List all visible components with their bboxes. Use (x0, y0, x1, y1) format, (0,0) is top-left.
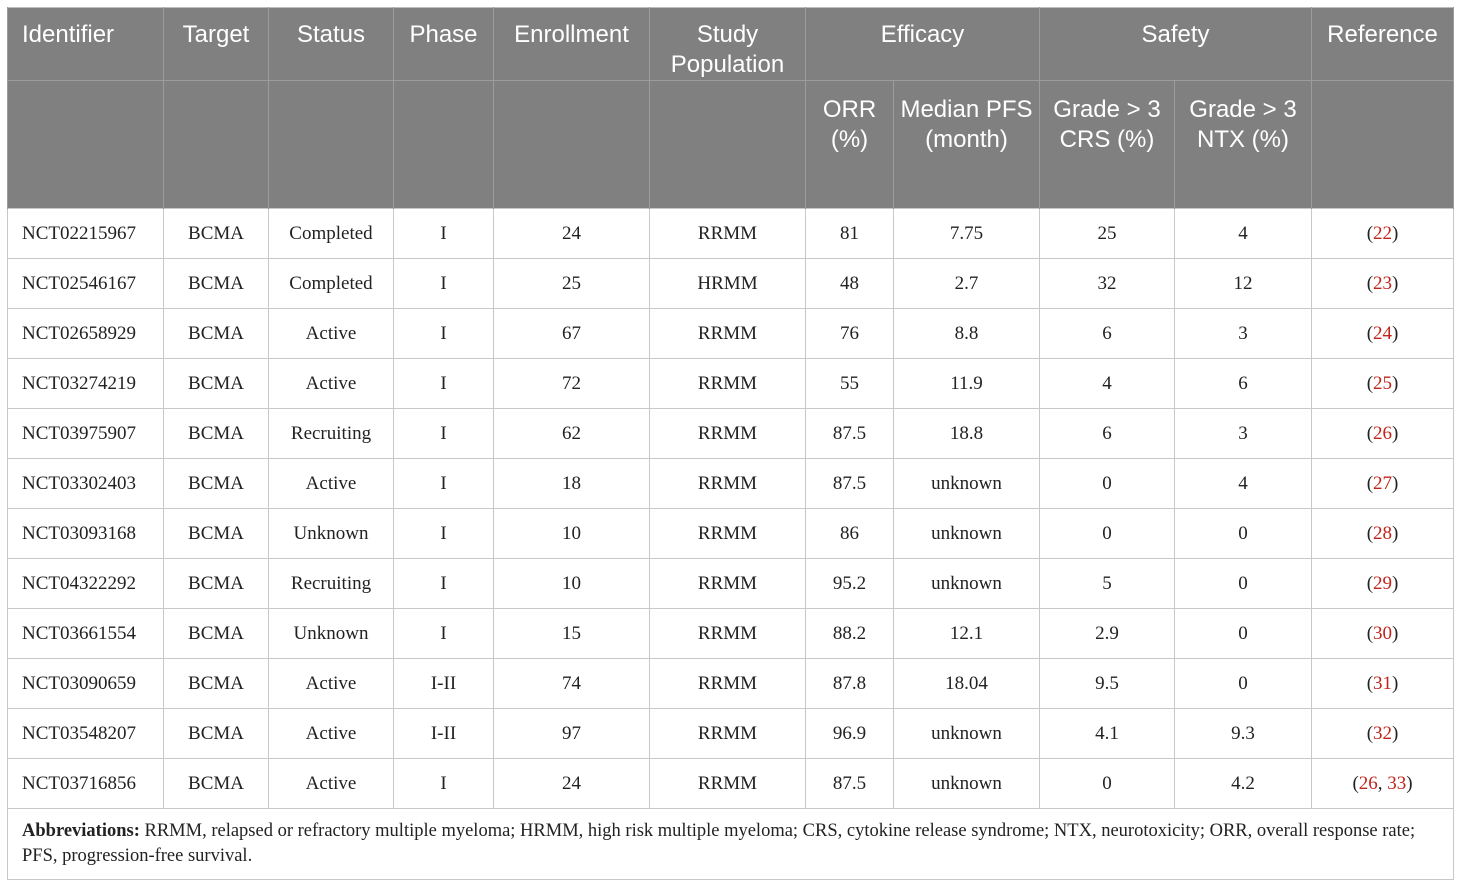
table-body (8, 209, 1454, 809)
cell-median-pfs: 8.8 (894, 309, 1040, 359)
cell-median-pfs: 11.9 (894, 359, 1040, 409)
cell-grade-ntx: 4 (1175, 459, 1312, 509)
cell-phase: I (394, 609, 494, 659)
sub-header-empty (494, 81, 650, 209)
cell-target: BCMA (164, 309, 269, 359)
table-row (8, 559, 1454, 609)
cell-enrollment: 62 (494, 409, 650, 459)
cell-phase: I (394, 209, 494, 259)
cell-identifier: NCT04322292 (8, 559, 164, 609)
cell-target: BCMA (164, 759, 269, 809)
cell-grade-crs: 2.9 (1040, 609, 1175, 659)
cell-study-population: RRMM (650, 459, 806, 509)
cell-status: Active (269, 359, 394, 409)
cell-median-pfs: unknown (894, 759, 1040, 809)
col-header-target: Target (164, 8, 269, 81)
cell-study-population: RRMM (650, 709, 806, 759)
sub-header-median-pfs: Median PFS (month) (894, 81, 1040, 209)
cell-grade-crs: 32 (1040, 259, 1175, 309)
cell-grade-crs: 6 (1040, 409, 1175, 459)
sub-header-empty (394, 81, 494, 209)
cell-identifier: NCT03716856 (8, 759, 164, 809)
col-header-study-population: Study Population (650, 8, 806, 81)
cell-identifier: NCT03093168 (8, 509, 164, 559)
cell-enrollment: 10 (494, 559, 650, 609)
cell-grade-crs: 0 (1040, 509, 1175, 559)
cell-orr: 76 (806, 309, 894, 359)
cell-enrollment: 97 (494, 709, 650, 759)
reference-link[interactable]: 29 (1373, 572, 1393, 594)
col-header-status: Status (269, 8, 394, 81)
table-row (8, 459, 1454, 509)
cell-grade-crs: 5 (1040, 559, 1175, 609)
cell-median-pfs: 18.04 (894, 659, 1040, 709)
cell-grade-ntx: 0 (1175, 659, 1312, 709)
cell-study-population: RRMM (650, 659, 806, 709)
table-row (8, 409, 1454, 459)
cell-reference: (32) (1312, 709, 1454, 759)
cell-identifier: NCT02215967 (8, 209, 164, 259)
cell-median-pfs: unknown (894, 509, 1040, 559)
cell-grade-crs: 25 (1040, 209, 1175, 259)
cell-identifier: NCT03661554 (8, 609, 164, 659)
cell-status: Active (269, 659, 394, 709)
reference-link[interactable]: 33 (1387, 772, 1407, 794)
cell-identifier: NCT02658929 (8, 309, 164, 359)
cell-status: Active (269, 459, 394, 509)
cell-status: Active (269, 759, 394, 809)
cell-status: Unknown (269, 609, 394, 659)
cell-median-pfs: 7.75 (894, 209, 1040, 259)
cell-study-population: RRMM (650, 409, 806, 459)
table-row (8, 359, 1454, 409)
cell-status: Recruiting (269, 409, 394, 459)
cell-median-pfs: unknown (894, 709, 1040, 759)
cell-orr: 95.2 (806, 559, 894, 609)
cell-target: BCMA (164, 709, 269, 759)
sub-header-grade-crs: Grade > 3 CRS (%) (1040, 81, 1175, 209)
cell-grade-ntx: 0 (1175, 559, 1312, 609)
cell-grade-crs: 0 (1040, 459, 1175, 509)
cell-grade-ntx: 3 (1175, 309, 1312, 359)
cell-identifier: NCT03302403 (8, 459, 164, 509)
cell-phase: I (394, 409, 494, 459)
cell-reference: (26) (1312, 409, 1454, 459)
cell-enrollment: 18 (494, 459, 650, 509)
cell-reference: (30) (1312, 609, 1454, 659)
reference-link[interactable]: 22 (1373, 222, 1393, 244)
cell-grade-ntx: 6 (1175, 359, 1312, 409)
cell-reference: (22) (1312, 209, 1454, 259)
cell-reference: (24) (1312, 309, 1454, 359)
cell-grade-ntx: 0 (1175, 609, 1312, 659)
cell-enrollment: 10 (494, 509, 650, 559)
cell-status: Active (269, 709, 394, 759)
cell-grade-ntx: 4 (1175, 209, 1312, 259)
table-row (8, 609, 1454, 659)
sub-header-empty (1312, 81, 1454, 209)
cell-orr: 87.5 (806, 459, 894, 509)
cell-orr: 81 (806, 209, 894, 259)
cell-target: BCMA (164, 259, 269, 309)
footnote-text: RRMM, relapsed or refractory multiple myeloma; HRMM, high risk multiple myeloma; CRS, cytokine release syndrome; NTX, neurotoxicity; ORR, overall response rate; PFS, progression-free survival. (22, 821, 1416, 866)
cell-target: BCMA (164, 509, 269, 559)
cell-phase: I-II (394, 709, 494, 759)
reference-link[interactable]: 26 (1358, 772, 1378, 794)
cell-target: BCMA (164, 659, 269, 709)
cell-phase: I-II (394, 659, 494, 709)
cell-median-pfs: 18.8 (894, 409, 1040, 459)
table-row (8, 759, 1454, 809)
reference-link[interactable]: 32 (1373, 722, 1393, 744)
sub-header-orr: ORR (%) (806, 81, 894, 209)
reference-link[interactable]: 31 (1373, 672, 1393, 694)
cell-median-pfs: 2.7 (894, 259, 1040, 309)
cell-phase: I (394, 509, 494, 559)
col-header-efficacy: Efficacy (806, 8, 1040, 81)
cell-identifier: NCT03274219 (8, 359, 164, 409)
cell-phase: I (394, 259, 494, 309)
cell-identifier: NCT03090659 (8, 659, 164, 709)
cell-reference: (26, 33) (1312, 759, 1454, 809)
col-header-reference: Reference (1312, 8, 1454, 81)
cell-grade-ntx: 4.2 (1175, 759, 1312, 809)
footnote-row (8, 809, 1454, 880)
reference-link[interactable]: 26 (1373, 422, 1393, 444)
cell-phase: I (394, 759, 494, 809)
cell-study-population: RRMM (650, 509, 806, 559)
cell-target: BCMA (164, 409, 269, 459)
clinical-trials-table (7, 7, 1454, 880)
cell-grade-ntx: 12 (1175, 259, 1312, 309)
cell-phase: I (394, 559, 494, 609)
trials-table-container (7, 7, 1453, 880)
abbreviations-footnote (8, 809, 1454, 880)
reference-link[interactable]: 23 (1373, 272, 1393, 294)
cell-orr: 87.8 (806, 659, 894, 709)
header-row-top (8, 8, 1454, 81)
cell-grade-ntx: 9.3 (1175, 709, 1312, 759)
cell-reference: (25) (1312, 359, 1454, 409)
table-row (8, 709, 1454, 759)
cell-status: Unknown (269, 509, 394, 559)
table-row (8, 209, 1454, 259)
reference-link[interactable]: 30 (1373, 622, 1393, 644)
cell-grade-ntx: 3 (1175, 409, 1312, 459)
cell-identifier: NCT03975907 (8, 409, 164, 459)
cell-study-population: RRMM (650, 309, 806, 359)
sub-header-empty (164, 81, 269, 209)
cell-status: Completed (269, 209, 394, 259)
cell-orr: 88.2 (806, 609, 894, 659)
reference-link[interactable]: 28 (1373, 522, 1393, 544)
cell-status: Active (269, 309, 394, 359)
cell-study-population: RRMM (650, 559, 806, 609)
table-row (8, 509, 1454, 559)
reference-link[interactable]: 24 (1373, 322, 1393, 344)
cell-reference: (28) (1312, 509, 1454, 559)
cell-enrollment: 74 (494, 659, 650, 709)
cell-reference: (29) (1312, 559, 1454, 609)
col-header-phase: Phase (394, 8, 494, 81)
cell-median-pfs: unknown (894, 459, 1040, 509)
cell-orr: 55 (806, 359, 894, 409)
cell-phase: I (394, 309, 494, 359)
cell-grade-ntx: 0 (1175, 509, 1312, 559)
cell-status: Completed (269, 259, 394, 309)
cell-enrollment: 67 (494, 309, 650, 359)
cell-study-population: RRMM (650, 609, 806, 659)
table-row (8, 659, 1454, 709)
cell-study-population: RRMM (650, 209, 806, 259)
cell-study-population: RRMM (650, 759, 806, 809)
table-row (8, 259, 1454, 309)
col-header-safety: Safety (1040, 8, 1312, 81)
cell-reference: (23) (1312, 259, 1454, 309)
reference-link[interactable]: 27 (1373, 472, 1393, 494)
cell-median-pfs: unknown (894, 559, 1040, 609)
cell-study-population: HRMM (650, 259, 806, 309)
cell-orr: 87.5 (806, 409, 894, 459)
cell-enrollment: 24 (494, 209, 650, 259)
cell-grade-crs: 4 (1040, 359, 1175, 409)
cell-enrollment: 15 (494, 609, 650, 659)
cell-grade-crs: 0 (1040, 759, 1175, 809)
cell-orr: 96.9 (806, 709, 894, 759)
table-row (8, 309, 1454, 359)
footnote-label: Abbreviations: (22, 821, 140, 841)
cell-orr: 48 (806, 259, 894, 309)
col-header-identifier: Identifier (8, 8, 164, 81)
cell-target: BCMA (164, 459, 269, 509)
sub-header-empty (8, 81, 164, 209)
cell-orr: 86 (806, 509, 894, 559)
sub-header-empty (650, 81, 806, 209)
cell-enrollment: 72 (494, 359, 650, 409)
header-row-sub (8, 81, 1454, 209)
cell-phase: I (394, 359, 494, 409)
col-header-enrollment: Enrollment (494, 8, 650, 81)
cell-identifier: NCT02546167 (8, 259, 164, 309)
cell-grade-crs: 9.5 (1040, 659, 1175, 709)
cell-target: BCMA (164, 359, 269, 409)
cell-orr: 87.5 (806, 759, 894, 809)
cell-target: BCMA (164, 609, 269, 659)
cell-target: BCMA (164, 559, 269, 609)
reference-link[interactable]: 25 (1373, 372, 1393, 394)
sub-header-grade-ntx: Grade > 3 NTX (%) (1175, 81, 1312, 209)
cell-enrollment: 25 (494, 259, 650, 309)
cell-reference: (31) (1312, 659, 1454, 709)
cell-identifier: NCT03548207 (8, 709, 164, 759)
sub-header-empty (269, 81, 394, 209)
cell-median-pfs: 12.1 (894, 609, 1040, 659)
cell-study-population: RRMM (650, 359, 806, 409)
cell-reference: (27) (1312, 459, 1454, 509)
cell-phase: I (394, 459, 494, 509)
cell-target: BCMA (164, 209, 269, 259)
cell-status: Recruiting (269, 559, 394, 609)
cell-grade-crs: 6 (1040, 309, 1175, 359)
cell-grade-crs: 4.1 (1040, 709, 1175, 759)
cell-enrollment: 24 (494, 759, 650, 809)
